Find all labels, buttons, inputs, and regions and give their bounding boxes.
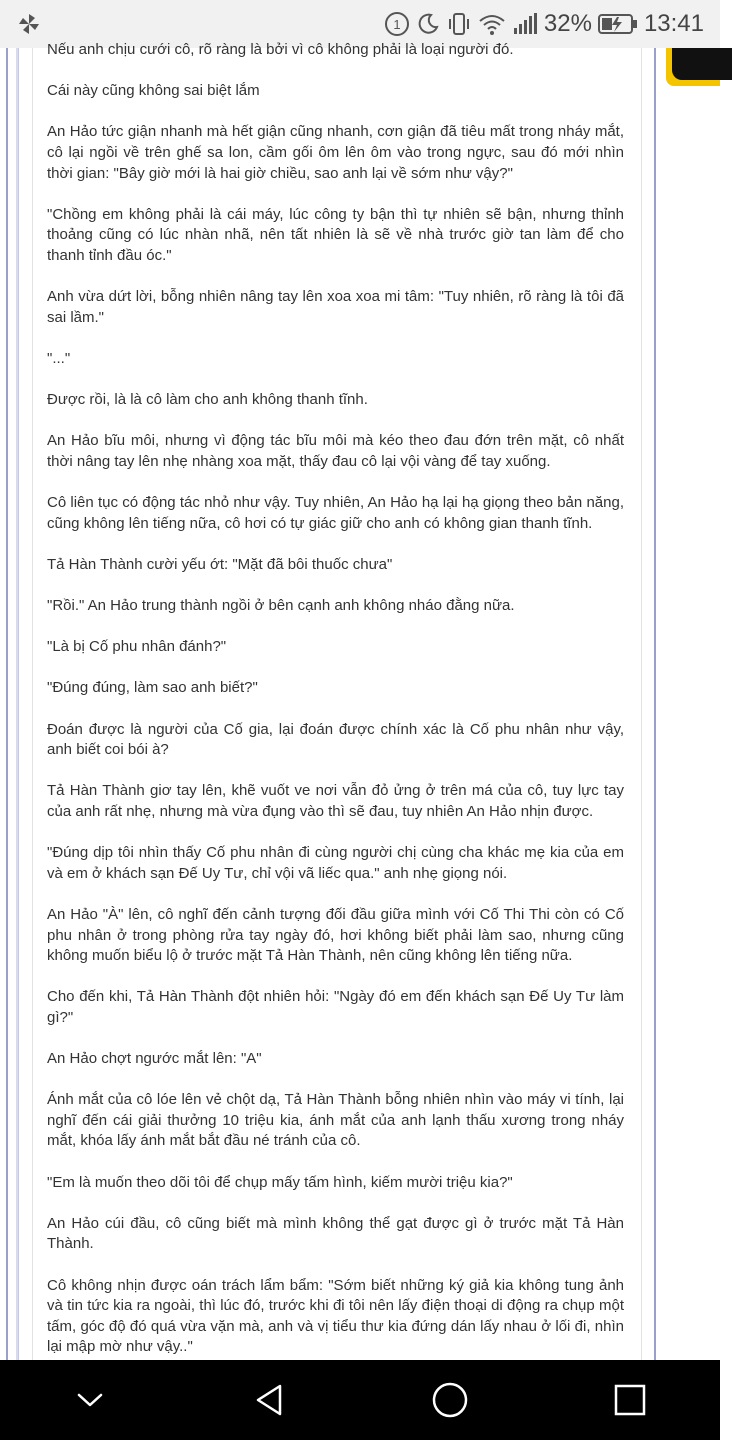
network-1-icon bbox=[384, 11, 410, 37]
clock: 13:41 bbox=[643, 10, 704, 37]
web-page[interactable] bbox=[0, 41, 720, 1360]
article-paragraph: Cái này cũng không sai biệt lắm bbox=[47, 82, 260, 100]
battery-percent: 32% bbox=[543, 10, 592, 37]
recents-square-icon bbox=[613, 1383, 647, 1417]
article-paragraph: An Hảo cúi đầu, cô cũng biết mà mình không thể gạt được gì ở trước mặt Tả Hàn Thành. bbox=[47, 1214, 624, 1253]
article-paragraph: Ánh mắt của cô lóe lên vẻ chột dạ, Tả Hàn Thành bỗng nhiên nhìn vào máy vi tính, lại nghĩ đến cái giải thưởng 10 triệu kia, ánh mắt của anh lạnh thấu xương trong nháy mắt, khóa lấy ánh mắt bắt đầu né tránh của cô. bbox=[47, 1091, 624, 1150]
chevron-down-icon bbox=[74, 1384, 106, 1416]
right-border-rail bbox=[654, 48, 656, 1360]
article-paragraph: An Hảo tức giận nhanh mà hết giận cũng nhanh, cơn giận đã tiêu mất trong nháy mắt, cô lại ngồi về trên ghế sa lon, cầm gối ôm lên ôm vào trong ngực, sau đó mới nhìn thời gian: "Bây giờ mới là hai giờ chiều, sao anh lại về sớm như vậy?" bbox=[47, 123, 624, 182]
article-paragraph: "Đúng đúng, làm sao anh biết?" bbox=[47, 679, 258, 697]
battery-charging-icon bbox=[598, 13, 638, 35]
article-paragraph: "Em là muốn theo dõi tôi để chụp mấy tấm hình, kiếm mười triệu kia?" bbox=[47, 1173, 513, 1191]
back-button[interactable] bbox=[230, 1360, 310, 1440]
pinwheel-icon bbox=[16, 11, 42, 37]
home-circle-icon bbox=[431, 1381, 469, 1419]
hide-keyboard-button[interactable] bbox=[50, 1360, 130, 1440]
ad-banner[interactable] bbox=[666, 48, 720, 86]
article-paragraph: "Là bị Cố phu nhân đánh?" bbox=[47, 638, 227, 656]
article-body bbox=[47, 40, 624, 1420]
article-paragraph: Cho đến khi, Tả Hàn Thành đột nhiên hỏi: "Ngày đó em đến khách sạn Đế Uy Tư làm gì?" bbox=[47, 988, 624, 1026]
article-paragraph: Được rồi, là là cô làm cho anh không thanh tĩnh. bbox=[47, 391, 368, 409]
article-paragraph: Tả Hàn Thành giơ tay lên, khẽ vuốt ve nơi vẫn đỏ ửng ở trên má của cô, tuy lực tay của anh rất nhẹ, nhưng mà vừa đụng vào thì sẽ đau, tuy nhiên An Hảo nhịn được. bbox=[47, 782, 624, 820]
article-paragraph: An Hảo chợt ngước mắt lên: "A" bbox=[47, 1050, 262, 1068]
article-paragraph: Đoán được là người của Cố gia, lại đoán được chính xác là Cố phu nhân như vậy, anh biết coi bói à? bbox=[47, 720, 624, 759]
recents-button[interactable] bbox=[590, 1360, 670, 1440]
left-inner-rail bbox=[16, 48, 18, 1360]
article-paragraph: Nếu anh chịu cưới cô, rõ ràng là bởi vì cô không phải là loại người đó. bbox=[47, 41, 514, 58]
article-paragraph: "Đúng dịp tôi nhìn thấy Cố phu nhân đi cùng người chị cùng cha khác mẹ kia của em và em ở khách sạn Đế Uy Tư, chỉ vội vã liếc qua." anh nhẹ giọng nói. bbox=[47, 844, 624, 882]
back-triangle-icon bbox=[252, 1382, 288, 1418]
article-paragraph: Anh vừa dứt lời, bỗng nhiên nâng tay lên xoa xoa mi tâm: "Tuy nhiên, rõ ràng là tôi đã sai lầm." bbox=[47, 288, 624, 326]
article-paragraph: An Hảo bĩu môi, nhưng vì động tác bĩu môi mà kéo theo đau đớn trên mặt, cô nhất thời nâng tay lên nhẹ nhàng xoa mặt, thấy đau cô lại vội vàng để tay xuống. bbox=[47, 432, 624, 470]
signal-icon bbox=[512, 12, 538, 36]
article-paragraph: Cô liên tục có động tác nhỏ như vậy. Tuy nhiên, An Hảo hạ lại hạ giọng theo bản năng, cũng không lên tiếng nữa, cô hơi có tự giác giữ cho anh có không gian thanh tĩnh. bbox=[47, 494, 624, 532]
svg-text:1: 1 bbox=[393, 17, 401, 32]
moon-icon bbox=[416, 12, 440, 36]
home-button[interactable] bbox=[410, 1360, 490, 1440]
vibrate-icon bbox=[446, 11, 472, 37]
ad-banner-image bbox=[672, 48, 732, 80]
navigation-bar bbox=[0, 1360, 720, 1440]
article-paragraph: Cô không nhịn được oán trách lẩm bẩm: "Sớm biết những ký giả kia không tung ảnh và tin tức kia ra ngoài, thì lúc đó, trước khi đi tôi nên lấy điện thoại di động ra chụp một tấm, góc độ đó quá vừa vặn mà, anh và vị tiểu thư kia đứng dán lấy nhau ở lối đi, nhìn lại mập mờ như vậy.." bbox=[47, 1276, 624, 1356]
article-paragraph: An Hảo "À" lên, cô nghĩ đến cảnh tượng đối đầu giữa mình với Cố Thi Thi còn có Cố phu nhân ở trong phòng rửa tay ngày đó, hơi không biết phải làm sao, nhưng cũng không muốn biểu lộ ở trước mặt Tả Hàn Thành, nên cũng không lên tiếng nữa. bbox=[47, 905, 624, 965]
article-paragraph: "Rồi." An Hảo trung thành ngồi ở bên cạnh anh không nháo đằng nữa. bbox=[47, 597, 515, 615]
article-paragraph: Tả Hàn Thành cười yếu ớt: "Mặt đã bôi thuốc chưa" bbox=[47, 555, 393, 573]
article-paragraph: "..." bbox=[47, 349, 71, 367]
article-paragraph: "Chồng em không phải là cái máy, lúc công ty bận thì tự nhiên sẽ bận, nhưng thỉnh thoảng cũng có lúc nhàn nhã, nên tất nhiên là sẽ về nhà trước giờ tan làm để cho thanh tỉnh đầu óc." bbox=[47, 205, 624, 264]
wifi-icon bbox=[478, 12, 506, 36]
